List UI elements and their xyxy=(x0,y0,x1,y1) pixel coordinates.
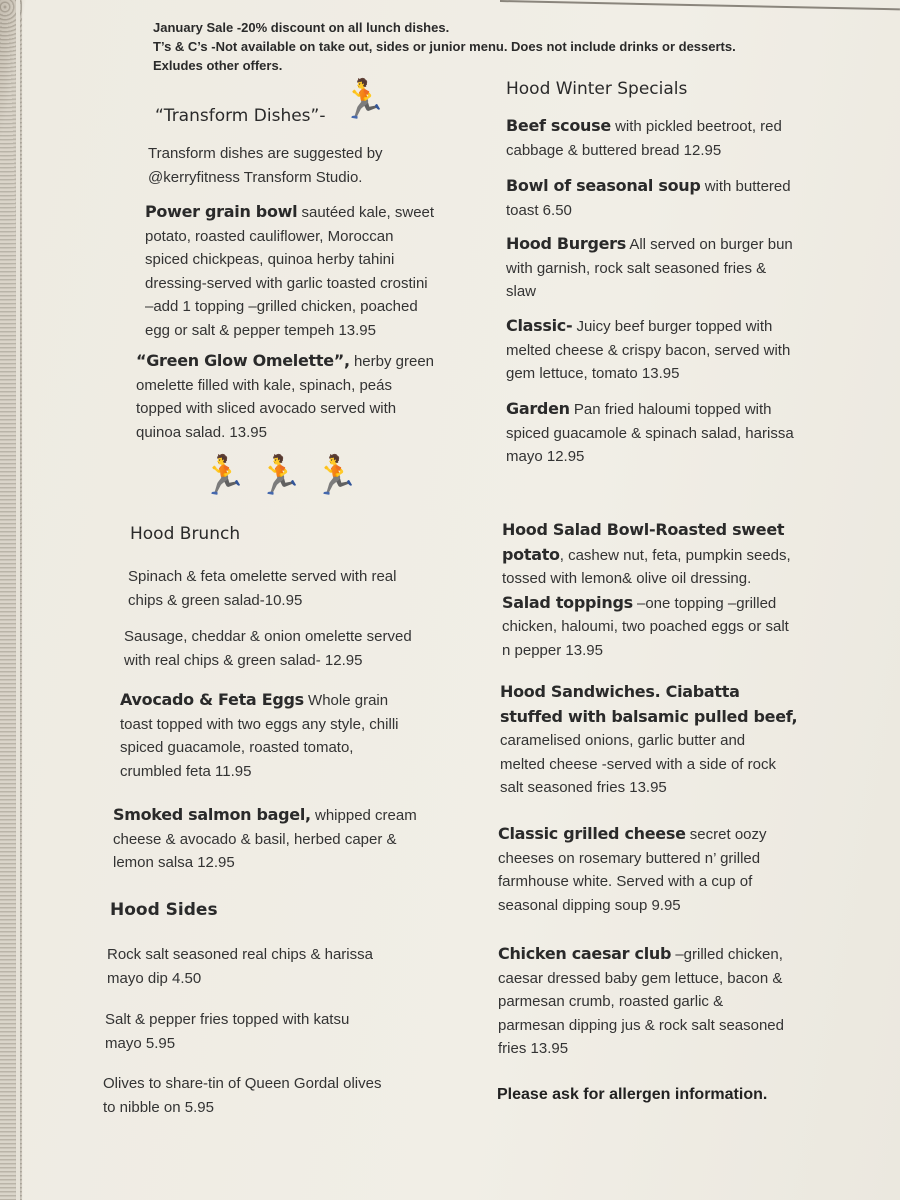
allergen-notice: Please ask for allergen information. xyxy=(497,1086,768,1103)
menu-item-text: parmesan dipping jus & rock salt seasoned xyxy=(498,1016,784,1034)
menu-item-text: mayo 5.95 xyxy=(105,1034,176,1052)
menu-item-text: All served on burger bun xyxy=(626,236,793,253)
menu-item xyxy=(506,114,782,162)
runner-icon: 🏃 xyxy=(312,455,360,497)
menu-item-text: –add 1 topping –grilled chicken, poached xyxy=(145,298,418,315)
menu-item-text: farmhouse white. Served with a cup of xyxy=(498,873,753,890)
menu-item-title: Hood Sandwiches. Ciabatta xyxy=(500,682,740,701)
menu-item xyxy=(502,518,791,662)
menu-item-text: salt seasoned fries 13.95 xyxy=(500,779,667,796)
menu-item-text: cabbage & buttered bread 12.95 xyxy=(506,141,722,159)
menu-item-title: Bowl of seasonal soup xyxy=(506,176,701,195)
menu-item-text: egg or salt & pepper tempeh 13.95 xyxy=(145,321,376,339)
menu-item-text: tossed with lemon& olive oil dressing. xyxy=(502,570,752,587)
menu-item-text: topped with sliced avocado served with xyxy=(136,400,397,417)
transform-heading: “Transform Dishes”- xyxy=(155,106,326,126)
menu-item-text: n pepper 13.95 xyxy=(502,641,603,659)
menu-item-text: with buttered xyxy=(700,178,791,195)
menu-item-text: –one topping –grilled xyxy=(632,594,777,612)
sides-heading: Hood Sides xyxy=(110,900,218,920)
menu-item-title: Avocado & Feta Eggs xyxy=(120,690,304,709)
menu-item-text: chips & green salad-10.95 xyxy=(128,591,303,609)
menu-item-text: melted cheese & crispy bacon, served with xyxy=(506,341,791,359)
menu-item-text: omelette filled with kale, spinach, peás xyxy=(136,376,392,394)
menu-item xyxy=(500,680,797,800)
menu-item-title: Smoked salmon bagel, xyxy=(113,805,311,824)
menu-item-text: with pickled beetroot, red xyxy=(610,118,782,135)
brunch-heading: Hood Brunch xyxy=(130,524,241,544)
menu-item xyxy=(506,174,791,222)
menu-item-title: stuffed with balsamic pulled beef, xyxy=(500,706,798,726)
menu-item-text: cheeses on rosemary buttered n’ grilled xyxy=(498,849,761,867)
menu-item-text: Pan fried haloumi topped with xyxy=(569,401,772,418)
menu-item xyxy=(498,942,784,1061)
menu-item-text: potato, roasted cauliflower, Moroccan xyxy=(145,227,394,245)
menu-item-text: whipped cream xyxy=(310,807,417,824)
menu-item xyxy=(498,822,767,917)
menu-item-text: quinoa salad. 13.95 xyxy=(136,423,267,441)
paper-edge xyxy=(16,0,20,1200)
menu-item-text: lemon salsa 12.95 xyxy=(113,854,235,871)
sale-notice xyxy=(153,18,736,75)
menu-item-text: Sausage, cheddar & onion omelette served xyxy=(124,628,412,645)
menu-item-title: Classic grilled cheese xyxy=(498,824,686,843)
note-line: Transform dishes are suggested by xyxy=(148,145,383,162)
menu-item-text: spiced chickpeas, quinoa herby tahini xyxy=(145,251,395,268)
menu-item-text: mayo dip 4.50 xyxy=(107,969,202,987)
menu-item-text: toast topped with two eggs any style, chilli xyxy=(120,715,399,733)
runner-icon: 🏃 xyxy=(256,455,304,497)
transform-note xyxy=(148,142,383,189)
notice-line: Exludes other offers. xyxy=(153,58,283,73)
menu-item-text: sautéed kale, sweet xyxy=(297,204,435,221)
menu-item-title: Chicken caesar club xyxy=(498,944,672,963)
menu-item-text: secret oozy xyxy=(685,826,767,843)
menu-item-text: melted cheese -served with a side of rock xyxy=(500,755,776,773)
winter-specials-heading: Hood Winter Specials xyxy=(506,79,688,99)
menu-item xyxy=(105,1008,349,1055)
menu-item-text: spiced guacamole & spinach salad, harissa xyxy=(506,424,794,442)
menu-item-title: Garden xyxy=(506,399,570,418)
menu-item-text: caesar dressed baby gem lettuce, bacon & xyxy=(498,969,783,987)
menu-item-title: Beef scouse xyxy=(506,116,611,135)
menu-item-text: gem lettuce, tomato 13.95 xyxy=(506,365,680,382)
menu-item-title: potato xyxy=(502,544,560,564)
menu-item-title: Power grain bowl xyxy=(145,202,298,221)
menu-item-text: Whole grain xyxy=(303,692,389,709)
menu-item-text: seasonal dipping soup 9.95 xyxy=(498,896,681,914)
menu-item-text: Olives to share-tin of Queen Gordal olives xyxy=(103,1075,382,1092)
menu-item-text: dressing-served with garlic toasted crostini xyxy=(145,274,428,292)
menu-item-text: Juicy beef burger topped with xyxy=(572,318,773,335)
menu-item-text: with garnish, rock salt seasoned fries & xyxy=(506,259,767,277)
menu-item-title: Hood Salad Bowl-Roasted sweet xyxy=(502,520,785,539)
menu-item xyxy=(145,200,434,342)
notice-line: January Sale -20% discount on all lunch dishes. xyxy=(153,20,450,35)
menu-item xyxy=(124,625,412,672)
menu-item-text: , cashew nut, feta, pumpkin seeds, xyxy=(559,546,791,564)
menu-item-text: caramelised onions, garlic butter and xyxy=(500,732,746,749)
menu-item xyxy=(113,803,417,875)
notice-line: T’s & C’s -Not available on take out, sides or junior menu. Does not include drinks or desserts. xyxy=(153,39,736,54)
menu-item xyxy=(107,943,373,990)
menu-item-text: Spinach & feta omelette served with real xyxy=(128,568,397,585)
menu-item xyxy=(103,1072,381,1119)
menu-item xyxy=(506,397,794,469)
menu-item xyxy=(136,349,434,444)
paper-fold-line xyxy=(500,0,900,10)
menu-item-text: parmesan crumb, roasted garlic & xyxy=(498,993,724,1010)
menu-item-text: mayo 12.95 xyxy=(506,448,585,465)
note-line: @kerryfitness Transform Studio. xyxy=(148,168,363,186)
menu-item xyxy=(506,314,790,386)
menu-item xyxy=(506,232,793,304)
menu-item xyxy=(120,688,398,783)
runner-icon: 🏃 xyxy=(200,455,248,497)
menu-item-title: Classic- xyxy=(506,316,573,335)
menu-item-text: with real chips & green salad- 12.95 xyxy=(124,651,363,669)
menu-item-title: Salad toppings xyxy=(502,592,633,612)
menu-item-text: –grilled chicken, xyxy=(671,946,783,963)
menu-item-text: cheese & avocado & basil, herbed caper & xyxy=(113,830,397,848)
menu-item-text: Rock salt seasoned real chips & harissa xyxy=(107,946,373,963)
menu-item-text: toast 6.50 xyxy=(506,201,572,219)
menu-item-text: herby green xyxy=(349,353,435,370)
menu-item-text: spiced guacamole, roasted tomato, xyxy=(120,739,354,756)
menu-item xyxy=(128,565,396,612)
menu-item-text: to nibble on 5.95 xyxy=(103,1098,214,1116)
menu-item-title: “Green Glow Omelette”, xyxy=(136,351,350,370)
menu-item-text: slaw xyxy=(506,283,537,300)
runner-icon: 🏃 xyxy=(340,79,388,121)
menu-item-text: fries 13.95 xyxy=(498,1040,569,1057)
menu-item-text: chicken, haloumi, two poached eggs or salt xyxy=(502,618,789,635)
menu-item-text: crumbled feta 11.95 xyxy=(120,762,252,780)
menu-item-text: Salt & pepper fries topped with katsu xyxy=(105,1011,350,1028)
menu-item-title: Hood Burgers xyxy=(506,234,626,253)
